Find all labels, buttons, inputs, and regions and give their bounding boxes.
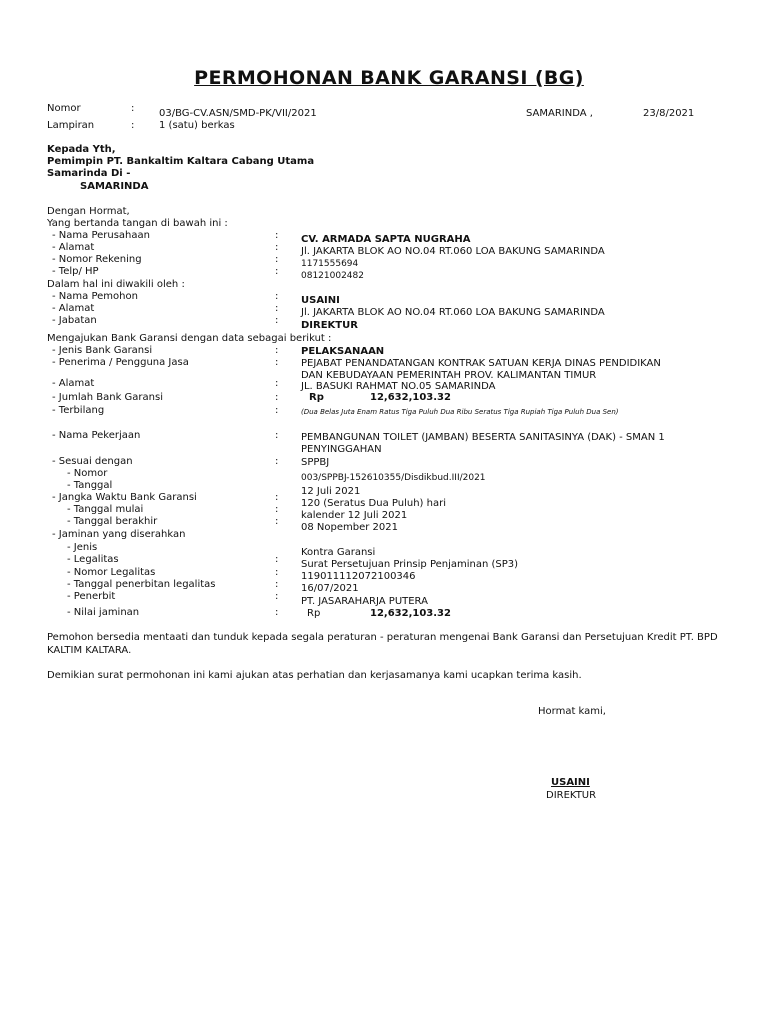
colon: : (275, 456, 279, 467)
collateral-title: - Jaminan yang diserahkan (52, 529, 186, 540)
company-account-label: - Nomor Rekening (52, 254, 142, 265)
colon: : (275, 345, 279, 356)
colon: : (275, 554, 279, 565)
colon: : (275, 591, 279, 602)
colon: : (275, 516, 279, 527)
issuer-label: - Penerbit (67, 591, 116, 602)
company-name-value: CV. ARMADA SAPTA NUGRAHA (301, 234, 471, 245)
legality-number-label: - Nomor Legalitas (67, 567, 156, 578)
greeting: Dengan Hormat, (47, 206, 130, 217)
company-name-label: - Nama Perusahaan (52, 230, 150, 241)
amount-label: - Jumlah Bank Garansi (52, 392, 163, 403)
addressee-line-3: Samarinda Di - (47, 168, 131, 179)
collateral-value-amount: 12,632,103.32 (370, 608, 451, 619)
legality-value: Surat Persetujuan Prinsip Penjaminan (SP3) (301, 559, 519, 570)
colon: : (275, 266, 279, 277)
colon: : (275, 579, 279, 590)
closing-paragraph-1-line-2: KALTIM KALTARA. (47, 645, 132, 656)
amount-value: 12,632,103.32 (370, 392, 451, 403)
collateral-kind-label: - Jenis (67, 542, 98, 553)
colon: : (275, 230, 279, 241)
colon: : (275, 242, 279, 253)
recipient-address-value: JL. BASUKI RAHMAT NO.05 SAMARINDA (301, 381, 496, 392)
addressee-line-4: SAMARINDA (80, 181, 149, 192)
end-date-value: 08 Nopember 2021 (301, 522, 398, 533)
colon: : (275, 607, 279, 618)
applicant-position-label: - Jabatan (52, 315, 97, 326)
issue-date-value: 16/07/2021 (301, 583, 359, 594)
period-value: 120 (Seratus Dua Puluh) hari (301, 498, 446, 509)
work-name-label: - Nama Pekerjaan (52, 430, 141, 441)
document-title: PERMOHONAN BANK GARANSI (BG) (194, 67, 584, 89)
regards: Hormat kami, (538, 706, 606, 717)
according-to-label: - Sesuai dengan (52, 456, 133, 467)
issuer-value: PT. JASARAHARJA PUTERA (301, 596, 428, 607)
collateral-kind-value: Kontra Garansi (301, 547, 376, 558)
colon: : (275, 357, 279, 368)
applicant-address-label: - Alamat (52, 303, 95, 314)
legality-number-value: 119011112072100346 (301, 571, 416, 582)
applicant-name-label: - Nama Pemohon (52, 291, 138, 302)
according-to-value: SPPBJ (301, 457, 330, 468)
contract-number-label: - Nomor (67, 468, 108, 479)
closing-paragraph-2: Demikian surat permohonan ini kami ajukan atas perhatian dan kerjasamanya kami ucapkan terima kasih. (47, 670, 582, 681)
recipient-label: - Penerima / Pengguna Jasa (52, 357, 189, 368)
guarantee-type-value: PELAKSANAAN (301, 346, 385, 357)
issue-date-label: - Tanggal penerbitan legalitas (67, 579, 216, 590)
signer-title: DIREKTUR (546, 790, 597, 801)
work-name-value-line-1: PEMBANGUNAN TOILET (JAMBAN) BESERTA SANITASINYA (DAK) - SMAN 1 (301, 432, 665, 443)
colon: : (275, 303, 279, 314)
colon: : (275, 492, 279, 503)
collateral-value-currency: Rp (307, 608, 321, 619)
company-account-value: 1171555694 (301, 259, 359, 269)
end-date-label: - Tanggal berakhir (67, 516, 158, 527)
legality-label: - Legalitas (67, 554, 119, 565)
recipient-address-label: - Alamat (52, 378, 95, 389)
period-label: - Jangka Waktu Bank Garansi (52, 492, 197, 503)
nomor-value: 03/BG-CV.ASN/SMD-PK/VII/2021 (159, 108, 317, 119)
colon: : (275, 430, 279, 441)
colon: : (275, 254, 279, 265)
guarantee-type-label: - Jenis Bank Garansi (52, 345, 153, 356)
colon: : (275, 405, 279, 416)
nomor-colon: : (131, 103, 135, 114)
colon: : (275, 504, 279, 515)
recipient-value-line-2: DAN KEBUDAYAAN PEMERINTAH PROV. KALIMANTAN TIMUR (301, 370, 597, 381)
letter-date: 23/8/2021 (643, 108, 695, 119)
nomor-label: Nomor (47, 103, 81, 114)
submission-intro: Mengajukan Bank Garansi dengan data sebagai berikut : (47, 333, 332, 344)
colon: : (275, 315, 279, 326)
signed-below-intro: Yang bertanda tangan di bawah ini : (47, 218, 228, 229)
start-date-label: - Tanggal mulai (67, 504, 144, 515)
work-name-value-line-2: PENYINGGAHAN (301, 444, 382, 455)
lampiran-label: Lampiran (47, 120, 95, 131)
recipient-value-line-1: PEJABAT PENANDATANGAN KONTRAK SATUAN KERJA DINAS PENDIDIKAN (301, 358, 661, 369)
represented-intro: Dalam hal ini diwakili oleh : (47, 279, 185, 290)
collateral-value-label: - Nilai jaminan (67, 607, 140, 618)
colon: : (275, 378, 279, 389)
company-address-value: Jl. JAKARTA BLOK AO NO.04 RT.060 LOA BAKUNG SAMARINDA (301, 246, 605, 257)
applicant-address-value: Jl. JAKARTA BLOK AO NO.04 RT.060 LOA BAKUNG SAMARINDA (301, 307, 605, 318)
start-date-value: kalender 12 Juli 2021 (301, 510, 408, 521)
company-phone-label: - Telp/ HP (52, 266, 99, 277)
applicant-position-value: DIREKTUR (301, 320, 358, 331)
company-phone-value: 08121002482 (301, 271, 364, 281)
lampiran-value: 1 (satu) berkas (159, 120, 235, 131)
letter-city: SAMARINDA , (526, 108, 593, 119)
closing-paragraph-1-line-1: Pemohon bersedia mentaati dan tunduk kepada segala peraturan - peraturan mengenai Bank Garansi dan Persetujuan Kredit PT. BPD (47, 632, 718, 643)
addressee-line-1: Kepada Yth, (47, 144, 116, 155)
contract-date-label: - Tanggal (67, 480, 113, 491)
contract-number-value: 003/SPPBJ-152610355/Disdikbud.III/2021 (301, 473, 486, 483)
spelled-amount-label: - Terbilang (52, 405, 105, 416)
addressee-line-2: Pemimpin PT. Bankaltim Kaltara Cabang Utama (47, 156, 315, 167)
company-address-label: - Alamat (52, 242, 95, 253)
colon: : (275, 567, 279, 578)
colon: : (275, 291, 279, 302)
lampiran-colon: : (131, 120, 135, 131)
spelled-amount-value: (Dua Belas Juta Enam Ratus Tiga Puluh Dua Ribu Seratus Tiga Rupiah Tiga Puluh Dua Sen) (301, 408, 619, 416)
signer-name: USAINI (551, 777, 590, 788)
contract-date-value: 12 Juli 2021 (301, 486, 361, 497)
amount-currency: Rp (309, 392, 324, 403)
colon: : (275, 392, 279, 403)
applicant-name-value: USAINI (301, 295, 340, 306)
